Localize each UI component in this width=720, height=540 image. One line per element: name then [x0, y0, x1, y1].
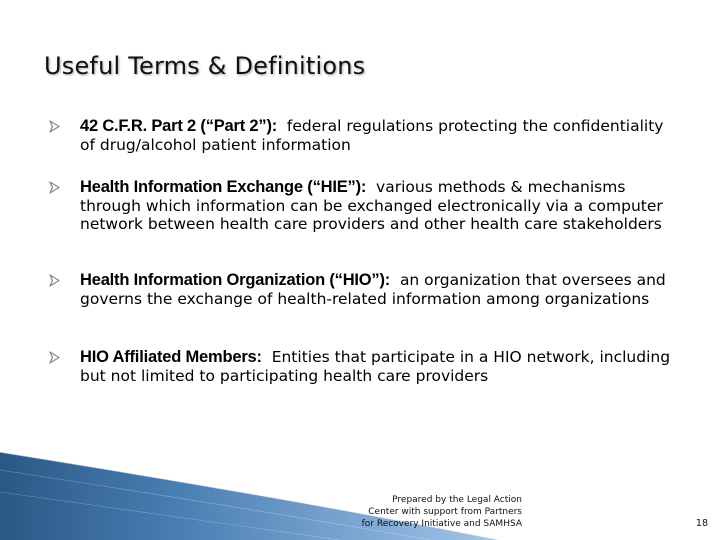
- term: HIO Affiliated Members:: [80, 348, 262, 366]
- arrowhead-bullet-icon: [49, 274, 60, 287]
- definition-text: [80, 178, 680, 234]
- definition: Entities that participate in a HIO network, including but not limited to participating health care providers: [80, 348, 671, 385]
- arrowhead-bullet-icon: [49, 120, 60, 133]
- definition-text: [80, 271, 680, 308]
- slide-title: Useful Terms & Definitions: [44, 52, 366, 80]
- definition: an organization that oversees and governs the exchange of health-related information among organizations: [80, 271, 666, 308]
- term: Health Information Exchange (“HIE”):: [80, 178, 367, 196]
- term: Health Information Organization (“HIO”):: [80, 271, 391, 289]
- term: 42 C.F.R. Part 2 (“Part 2”):: [80, 117, 278, 135]
- arrowhead-bullet-icon: [49, 181, 60, 194]
- definition: various methods & mechanisms through which information can be exchanged electronically via a computer network between health care providers and other health care stakeholders: [80, 178, 663, 233]
- credit-line: Center with support from Partners: [368, 507, 522, 517]
- credit-line: for Recovery Initiative and SAMHSA: [361, 519, 522, 529]
- page-number: 18: [695, 518, 708, 529]
- credit-line: Prepared by the Legal Action: [392, 495, 522, 505]
- arrowhead-bullet-icon: [49, 351, 60, 364]
- definition-text: [80, 348, 680, 385]
- definition: federal regulations protecting the confidentiality of drug/alcohol patient information: [80, 117, 664, 154]
- footer-credit: [340, 494, 522, 530]
- definition-text: [80, 117, 680, 154]
